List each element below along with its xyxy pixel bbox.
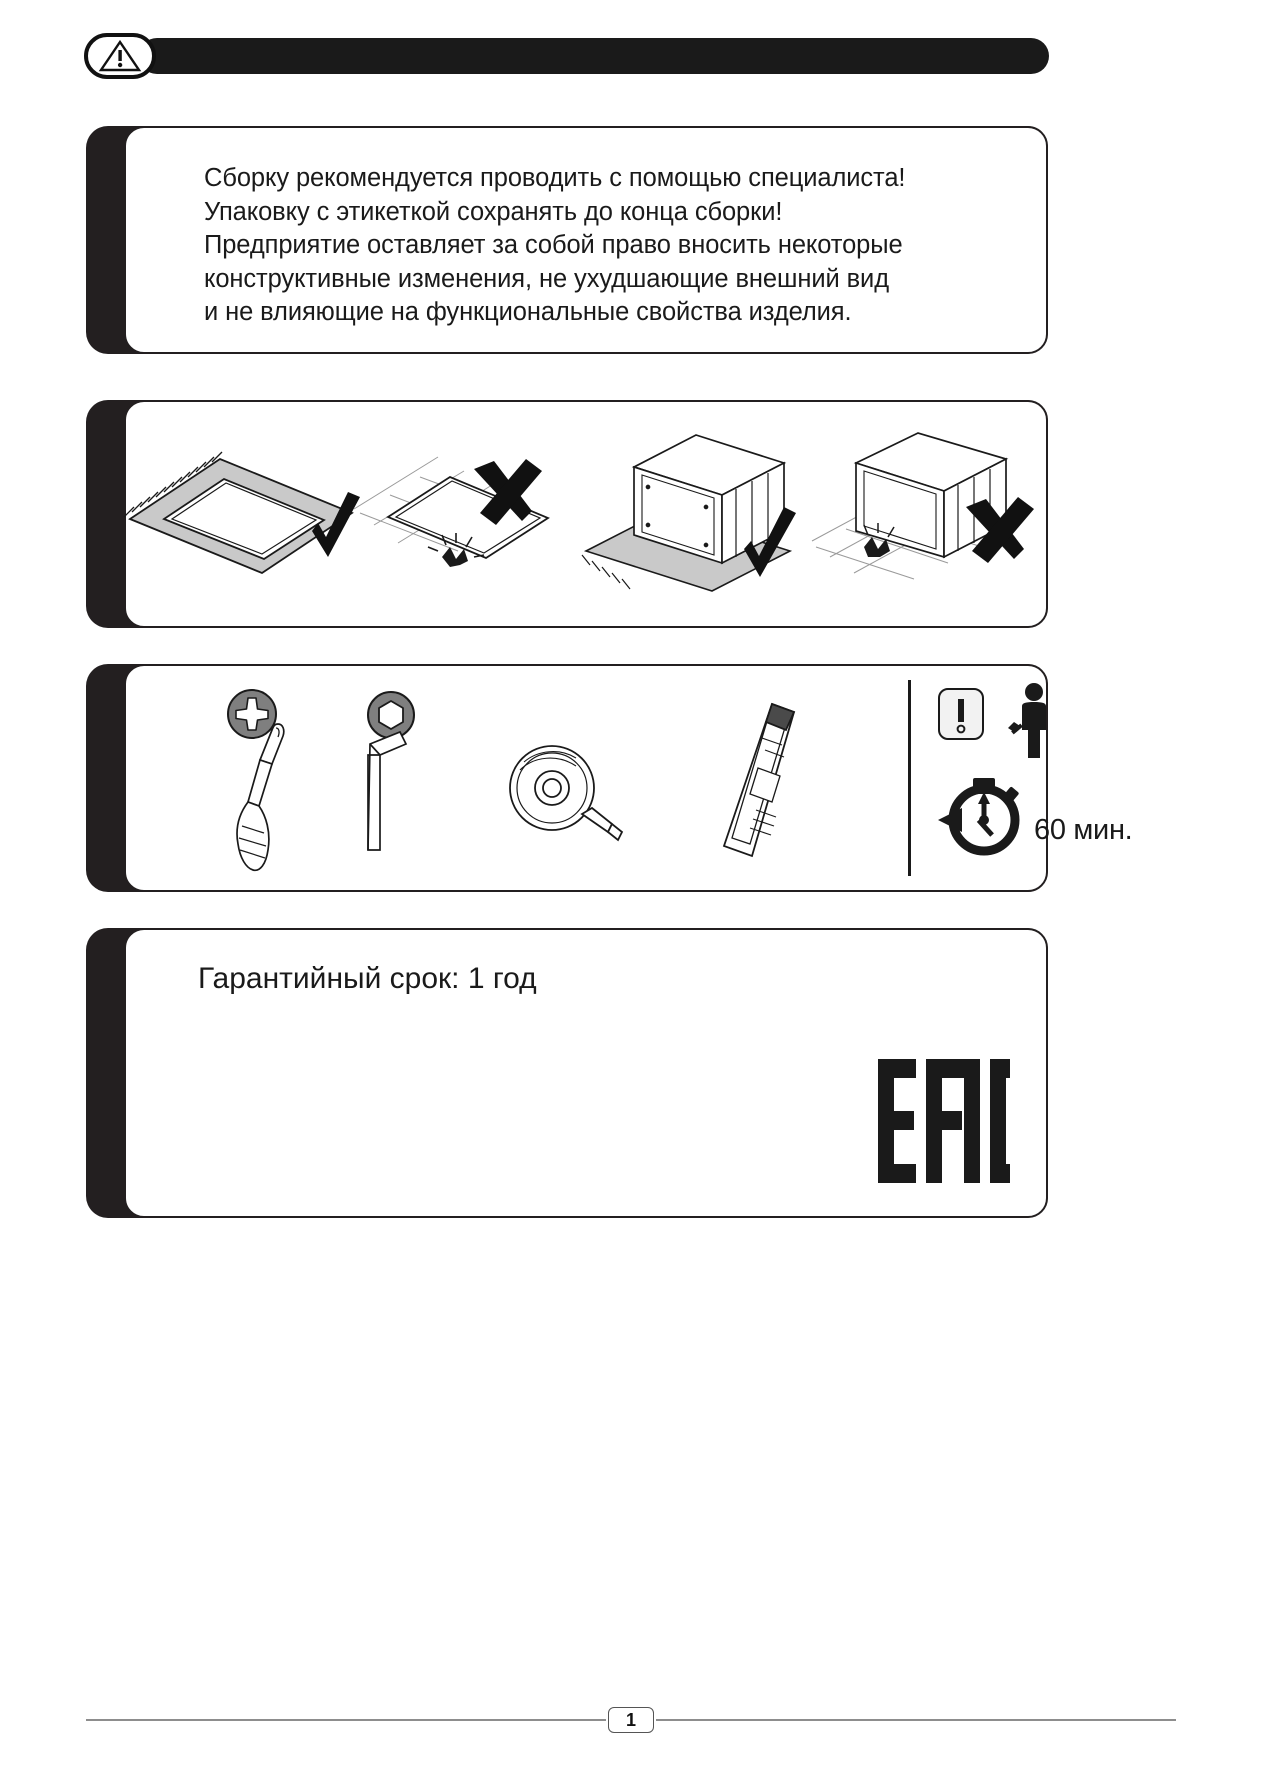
screwdriver-icon	[226, 718, 306, 878]
surface-item-frame-on-hard-floor	[356, 402, 586, 626]
warning-triangle-icon	[84, 33, 156, 79]
surface-item-flat-frame-on-carpet	[126, 402, 356, 626]
cabinet-on-soft-surface-icon	[576, 429, 826, 599]
notice-text-block	[204, 162, 1026, 330]
warranty-panel-inner	[124, 928, 1048, 1218]
surface-guidance-panel	[86, 400, 1048, 628]
warranty-label: Гарантийный срок: 1 год	[198, 962, 537, 995]
frame-on-hard-surface-icon	[346, 439, 596, 589]
tape-measure-icon	[496, 736, 626, 856]
tools-panel-inner	[124, 664, 1133, 892]
notice-line-3: Предприятие оставляет за собой право вносить некоторые	[204, 231, 903, 259]
header-warning-bar	[139, 38, 1049, 74]
notice-line-1: Сборку рекомендуется проводить с помощью специалиста!	[204, 164, 906, 192]
surface-item-cabinet-on-carpet	[586, 402, 816, 626]
surface-guidance-row	[126, 402, 1046, 626]
footer-rule-right	[656, 1719, 1176, 1721]
cabinet-on-hard-surface-icon	[806, 429, 1056, 599]
assembly-time-label: 60 мин.	[1034, 814, 1133, 846]
stopwatch-icon	[932, 762, 1032, 862]
notice-panel-inner	[124, 126, 1048, 354]
page-number: 1	[608, 1707, 654, 1733]
footer-rule-left	[86, 1719, 606, 1721]
assembly-info	[912, 666, 1133, 890]
notice-panel	[86, 126, 1048, 354]
notice-line-5: и не влияющие на функциональные свойства изделия.	[204, 298, 852, 326]
surface-item-cabinet-on-hard-floor	[816, 402, 1046, 626]
tools-divider	[908, 680, 911, 876]
tools-panel	[86, 664, 1133, 892]
notice-line-2: Упаковку с этикеткой сохранять до конца сборки!	[204, 197, 783, 226]
person-with-wrench-icon	[1000, 680, 1062, 760]
page-footer	[86, 1700, 1176, 1740]
surface-guidance-inner	[124, 400, 1048, 628]
allen-key-icon	[364, 728, 434, 868]
notice-line-4: конструктивные изменения, не ухудшающие внешний вид	[204, 264, 889, 293]
frame-on-soft-surface-icon	[116, 439, 366, 589]
eac-certification-mark	[878, 1059, 1010, 1188]
exclamation-mark-icon	[936, 686, 986, 742]
utility-knife-icon	[696, 698, 826, 878]
warranty-panel	[86, 928, 1048, 1218]
tools-list	[126, 666, 908, 890]
